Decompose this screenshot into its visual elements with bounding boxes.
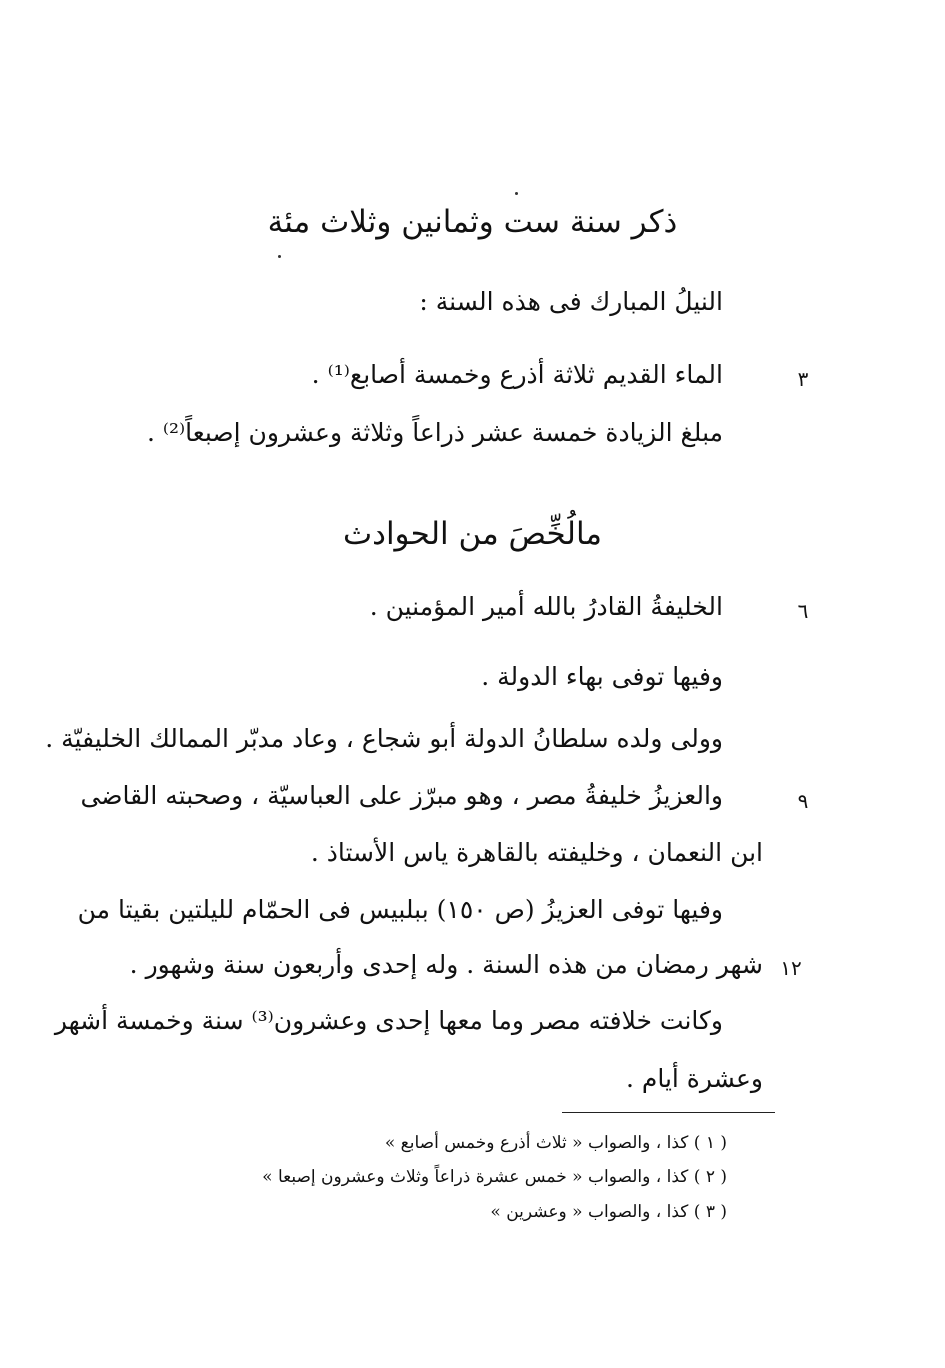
margin-number-9: ٩ xyxy=(797,789,809,813)
event-line: شهر رمضان من هذه السنة . وله إحدى وأربعون سنة وشهور . xyxy=(129,950,763,979)
margin-number-12: ١٢ xyxy=(780,956,802,980)
nile-increase: مبلغ الزيادة خمسة عشر ذراعاً وثلاثة وعشرون إصبعاً⁽²⁾ . xyxy=(146,418,723,447)
event-line: وكانت خلافته مصر وما معها إحدى وعشرون⁽³⁾ سنة وخمسة أشهر xyxy=(54,1006,723,1035)
footnote: ( ١ ) كذا ، والصواب « ثلاث أذرع وخمس أصابع » xyxy=(384,1133,727,1153)
footnote-separator xyxy=(562,1112,775,1113)
ink-speck xyxy=(515,192,518,195)
event-line: ابن النعمان ، وخليفته بالقاهرة ياس الأستاذ . xyxy=(310,838,763,867)
nile-old-water: الماء القديم ثلاثة أذرع وخمسة أصابع⁽¹⁾ . xyxy=(311,360,723,389)
event-line: والعزيزُ خليفةُ مصر ، وهو مبرّز على العباسيّة ، وصحبته القاضى xyxy=(80,781,723,810)
ink-speck xyxy=(278,255,281,258)
event-line: وفيها توفى بهاء الدولة . xyxy=(481,662,723,691)
nile-intro: النيلُ المبارك فى هذه السنة : xyxy=(419,287,723,316)
margin-number-6: ٦ xyxy=(797,599,809,623)
margin-number-3: ٣ xyxy=(797,367,809,391)
event-line: وولى ولده سلطانُ الدولة أبو شجاع ، وعاد مدبّر الممالك الخليفيّة . xyxy=(45,724,723,753)
footnote: ( ٢ ) كذا ، والصواب « خمس عشرة ذراعاً وثلاث وعشرون إصبعا » xyxy=(262,1167,727,1187)
event-line: وعشرة أيام . xyxy=(625,1064,763,1093)
footnote: ( ٣ ) كذا ، والصواب « وعشرين » xyxy=(490,1202,727,1222)
events-heading: مالُخِّصَ من الحوادث xyxy=(342,516,603,552)
event-line: الخليفةُ القادرُ بالله أمير المؤمنين . xyxy=(369,592,723,621)
event-line: وفيها توفى العزيزُ (ص ١٥٠) ببلبيس فى الحمّام لليلتين بقيتا من xyxy=(77,895,723,924)
section-heading: ذكر سنة ست وثمانين وثلاث مئة xyxy=(267,204,678,240)
